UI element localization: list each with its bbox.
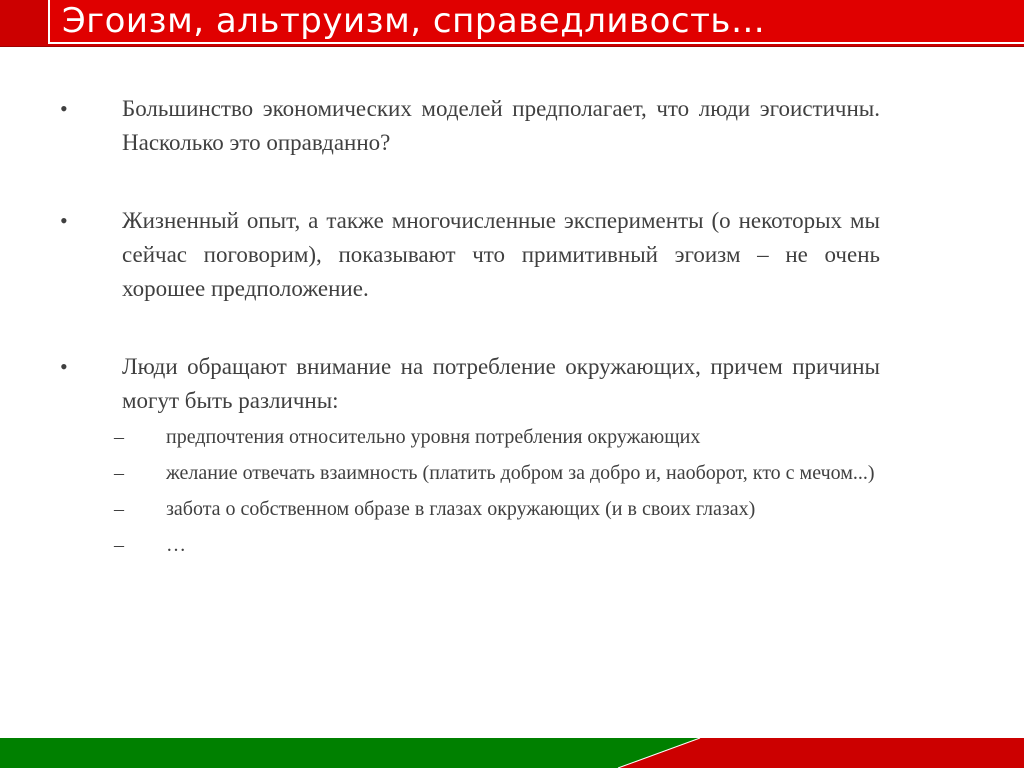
sub-list-item xyxy=(62,456,880,490)
bullet-item xyxy=(60,350,880,562)
sub-item-text: … xyxy=(166,534,186,556)
bullet-marker: • xyxy=(60,354,68,379)
sub-item-text: предпочтения относительно уровня потребления окружающих xyxy=(166,426,701,448)
dash-marker: – xyxy=(114,426,124,448)
sub-list-item xyxy=(62,420,880,454)
bullet-marker: • xyxy=(60,96,68,121)
bullet-text: Большинство экономических моделей предполагает, что люди эгоистичны. Насколько это оправданно? xyxy=(122,96,880,155)
bullet-text: Люди обращают внимание на потребление окружающих, причем причины могут быть различны: xyxy=(122,354,880,413)
title-bar xyxy=(0,0,1024,47)
slide-content xyxy=(60,92,880,562)
slide-title: Эгоизм, альтруизм, справедливость… xyxy=(62,1,766,41)
sub-item-text: желание отвечать взаимность (платить добром за добро и, наоборот, кто с мечом...) xyxy=(166,462,875,484)
footer-band xyxy=(0,738,1024,768)
sub-list-item xyxy=(62,492,880,526)
dash-marker: – xyxy=(114,534,124,556)
sub-list xyxy=(114,420,880,562)
dash-marker: – xyxy=(114,498,124,520)
sub-item-text: забота о собственном образе в глазах окружающих (и в своих глазах) xyxy=(166,498,756,520)
bullet-marker: • xyxy=(60,208,68,233)
title-box xyxy=(48,0,1024,44)
bullet-item xyxy=(60,92,880,160)
bullet-item xyxy=(60,204,880,306)
dash-marker: – xyxy=(114,462,124,484)
sub-list-item xyxy=(62,528,880,562)
bullet-text: Жизненный опыт, а также многочисленные эксперименты (о некоторых мы сейчас поговорим), показывают что примитивный эгоизм – не очень хорошее предположение. xyxy=(122,208,880,301)
footer-green-stripe xyxy=(0,738,700,768)
